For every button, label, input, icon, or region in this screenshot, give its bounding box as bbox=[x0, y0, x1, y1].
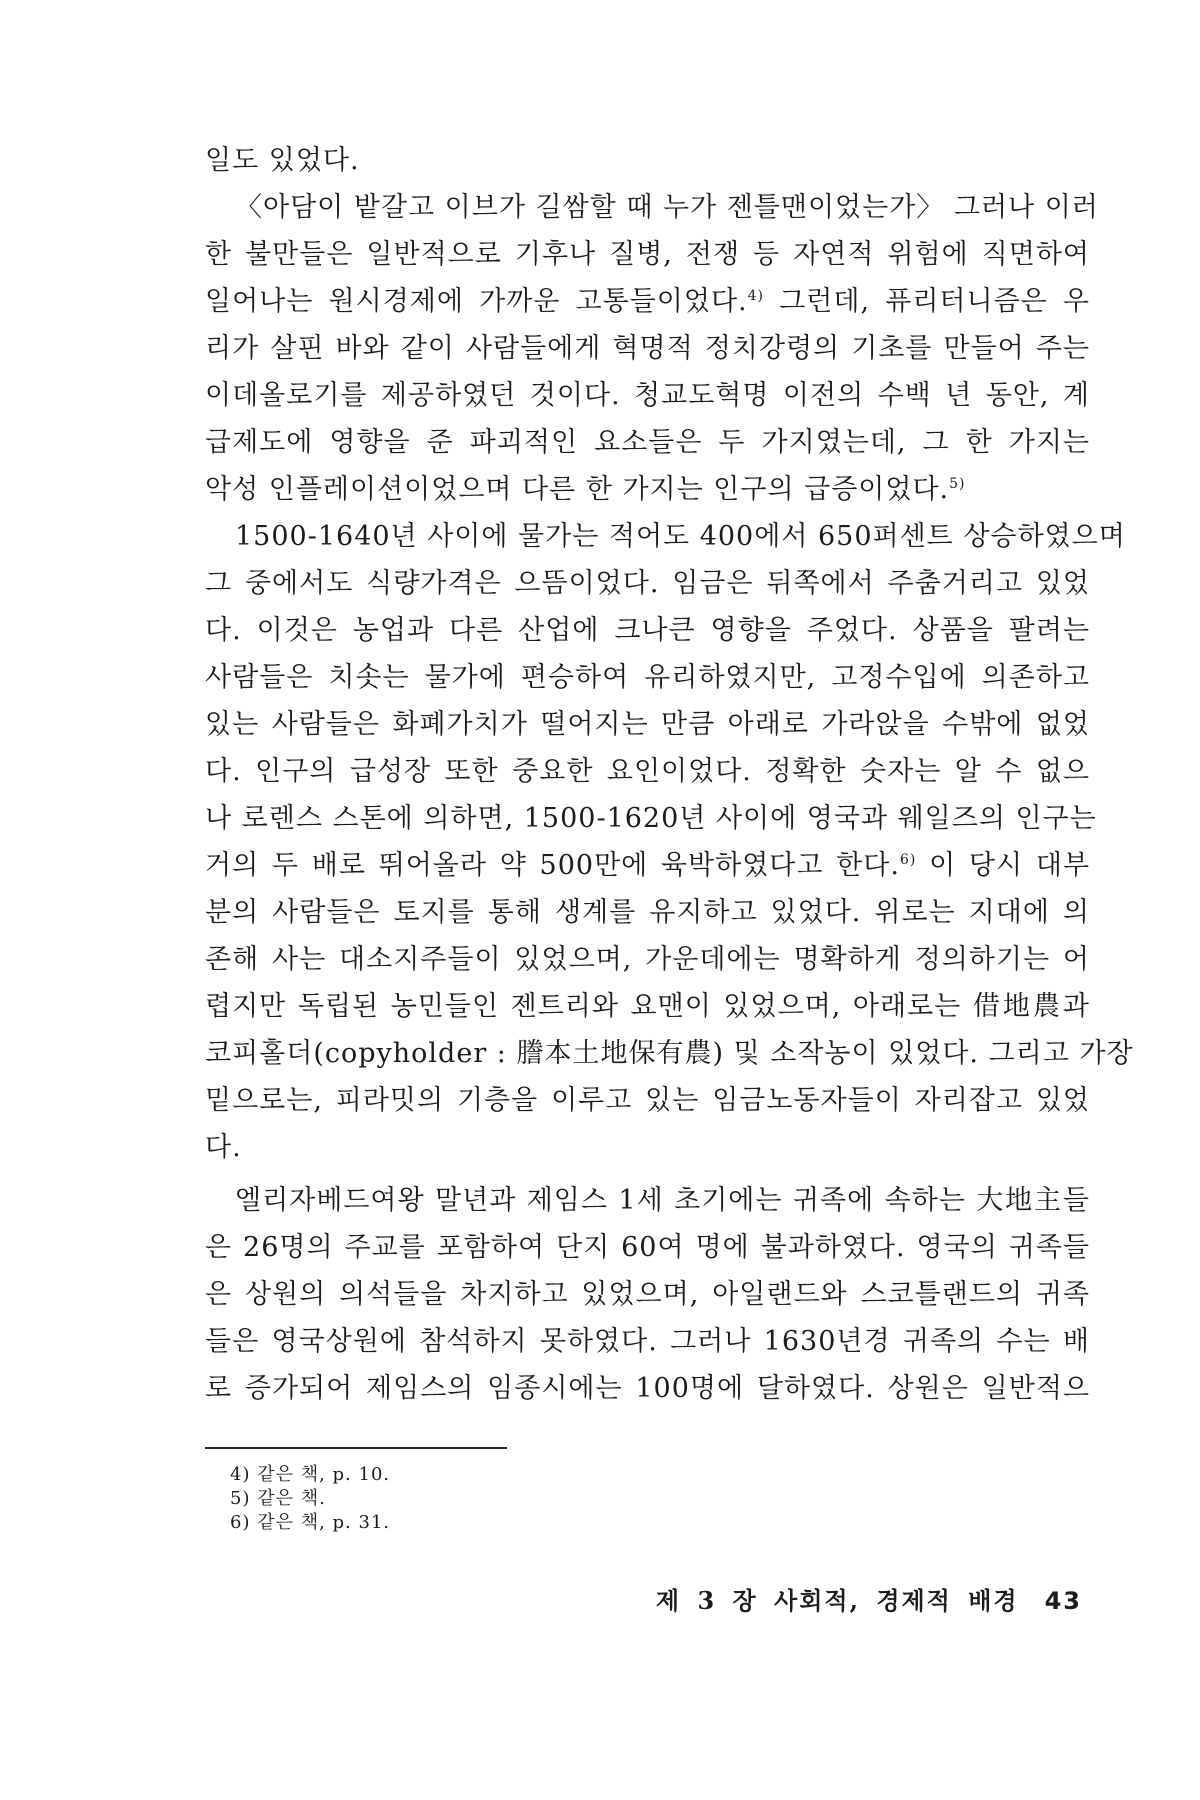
body-line-12: 사람들은 치솟는 물가에 편승하여 유리하였지만, 고정수입에 의존하고 bbox=[205, 662, 1090, 693]
body-line-22: 다. bbox=[205, 1132, 242, 1163]
page-number: 43 bbox=[1044, 1587, 1082, 1615]
body-line-2: 〈아담이 밭갈고 이브가 길쌈할 때 누가 젠틀맨이었는가〉 그러나 이러 bbox=[235, 192, 1099, 223]
footnote-divider bbox=[205, 1447, 507, 1449]
footnote-marker-4: 4) bbox=[747, 288, 765, 304]
body-line-8 bbox=[205, 475, 1090, 505]
body-line-9: 1500-1640년 사이에 물가는 적어도 400에서 650퍼센트 상승하였으며 bbox=[235, 521, 1126, 552]
body-line-5: 리가 살핀 바와 같이 사람들에게 혁명적 정치강령의 기초를 만들어 주는 bbox=[205, 333, 1090, 364]
chapter-title: 제 3 장 사회적, 경제적 배경 bbox=[655, 1586, 1019, 1615]
body-line-4 bbox=[205, 287, 1090, 317]
footnote-marker-6: 6) bbox=[899, 852, 917, 868]
footnote-marker-5: 5) bbox=[949, 476, 966, 492]
body-line-17: 분의 사람들은 토지를 통해 생계를 유지하고 있었다. 위로는 지대에 의 bbox=[205, 897, 1090, 928]
body-line-25: 은 상원의 의석들을 차지하고 있었으며, 아일랜드와 스코틀랜드의 귀족 bbox=[205, 1279, 1090, 1310]
body-line-16 bbox=[205, 851, 1090, 881]
footnote-4: 4) 같은 책, p. 10. bbox=[230, 1464, 391, 1485]
body-line-24: 은 26명의 주교를 포함하여 단지 60여 명에 불과하였다. 영국의 귀족들 bbox=[205, 1232, 1090, 1263]
body-line-11: 다. 이것은 농업과 다른 산업에 크나큰 영향을 주었다. 상품을 팔려는 bbox=[205, 615, 1090, 646]
body-line-3: 한 불만들은 일반적으로 기후나 질병, 전쟁 등 자연적 위험에 직면하여 bbox=[205, 239, 1090, 270]
body-line-14: 다. 인구의 급성장 또한 중요한 요인이었다. 정확한 숫자는 알 수 없으 bbox=[205, 756, 1090, 787]
body-line-13: 있는 사람들은 화폐가치가 떨어지는 만큼 아래로 가라앉을 수밖에 없었 bbox=[205, 709, 1090, 740]
body-line-19: 렵지만 독립된 농민들인 젠트리와 요맨이 있었으며, 아래로는 借地農과 bbox=[205, 991, 1090, 1022]
body-line-16-continuation: 이 당시 대부 bbox=[929, 850, 1090, 881]
body-line-16-text: 거의 두 배로 뛰어올라 약 500만에 육박하였다고 한다. bbox=[205, 850, 900, 881]
body-line-10: 그 중에서도 식량가격은 으뜸이었다. 임금은 뒤쪽에서 주춤거리고 있었 bbox=[205, 568, 1090, 599]
footnote-6: 6) 같은 책, p. 31. bbox=[230, 1512, 391, 1533]
body-line-6: 이데올로기를 제공하였던 것이다. 청교도혁명 이전의 수백 년 동안, 계 bbox=[205, 380, 1090, 411]
body-line-4-text: 일어나는 원시경제에 가까운 고통들이었다. bbox=[205, 286, 748, 317]
body-line-7: 급제도에 영향을 준 파괴적인 요소들은 두 가지였는데, 그 한 가지는 bbox=[205, 427, 1090, 458]
body-line-8-text: 악성 인플레이션이었으며 다른 한 가지는 인구의 급증이었다. bbox=[205, 474, 950, 505]
body-line-15: 나 로렌스 스톤에 의하면, 1500-1620년 사이에 영국과 웨일즈의 인구는 bbox=[205, 803, 1097, 834]
body-line-4-continuation: 그런데, 퓨리터니즘은 우 bbox=[779, 286, 1090, 317]
body-line-23: 엘리자베드여왕 말년과 제임스 1세 초기에는 귀족에 속하는 大地主들 bbox=[235, 1185, 1090, 1216]
body-line-27: 로 증가되어 제임스의 임종시에는 100명에 달하였다. 상원은 일반적으 bbox=[205, 1373, 1090, 1404]
footnote-5: 5) 같은 책. bbox=[230, 1488, 326, 1509]
body-line-1: 일도 있었다. bbox=[205, 145, 360, 176]
body-line-21: 밑으로는, 피라밋의 기층을 이루고 있는 임금노동자들이 자리잡고 있었 bbox=[205, 1085, 1090, 1116]
body-line-20: 코피홀더(copyholder : 謄本土地保有農) 및 소작농이 있었다. 그리고 가장 bbox=[205, 1038, 1134, 1069]
body-line-18: 존해 사는 대소지주들이 있었으며, 가운데에는 명확하게 정의하기는 어 bbox=[205, 944, 1090, 975]
body-line-26: 들은 영국상원에 참석하지 못하였다. 그러나 1630년경 귀족의 수는 배 bbox=[205, 1326, 1090, 1357]
running-footer bbox=[656, 1581, 1082, 1616]
